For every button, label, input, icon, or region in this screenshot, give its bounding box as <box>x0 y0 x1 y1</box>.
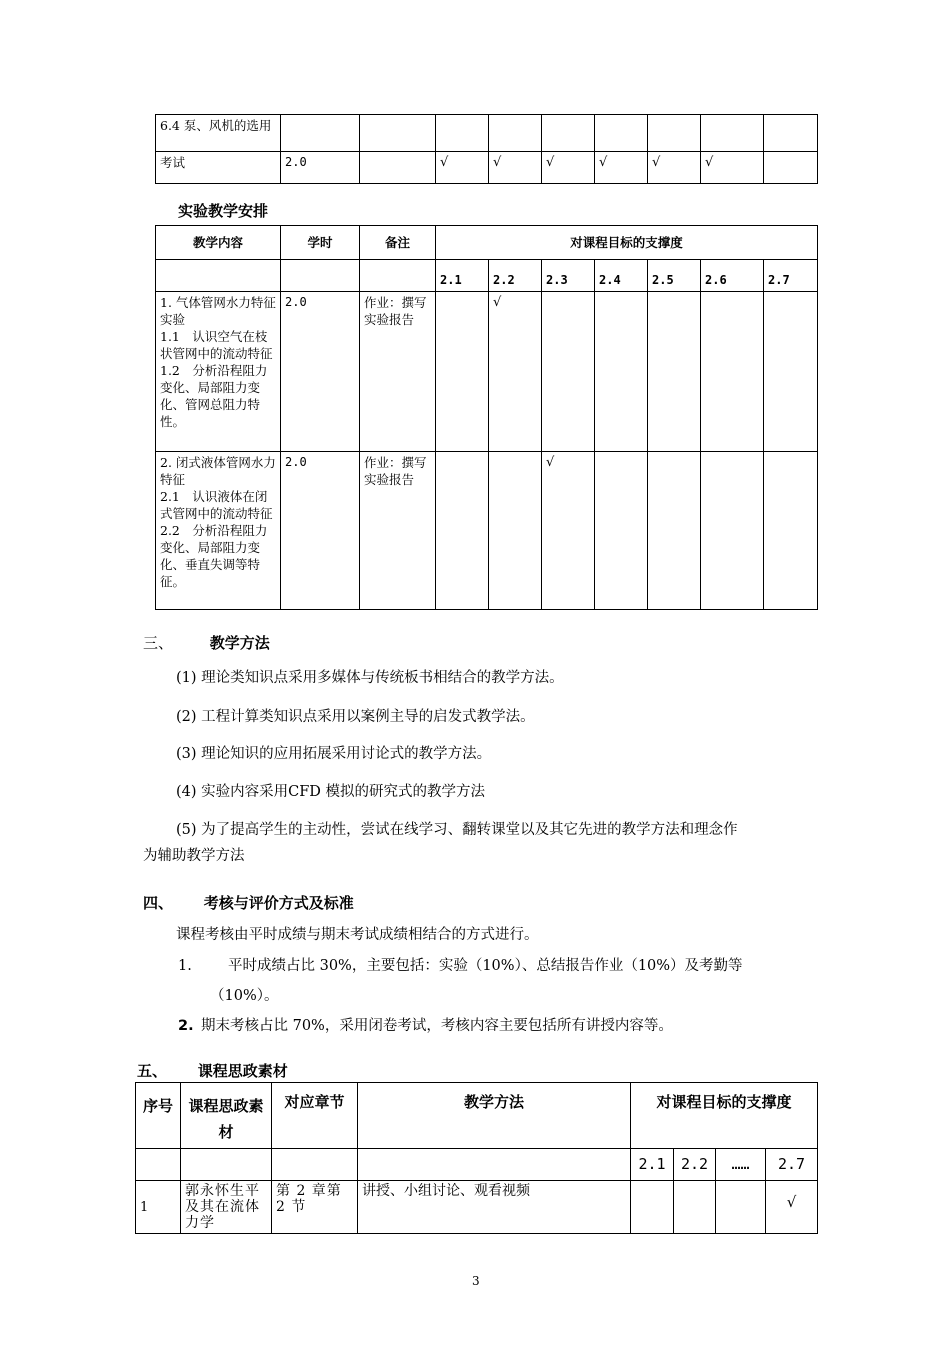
hours-cell: 2.0 <box>281 452 360 610</box>
section-title: 考核与评价方式及标准 <box>203 894 354 912</box>
header-row <box>136 1083 818 1149</box>
hours-cell <box>281 115 360 152</box>
method-cell: 讲授、小组讨论、观看视频 <box>358 1181 631 1234</box>
note-cell <box>360 115 436 152</box>
list-number: 2. <box>178 1018 194 1034</box>
target-row <box>156 260 818 292</box>
table-row <box>136 1181 818 1234</box>
section-number: 四、 <box>143 894 174 912</box>
check-mark <box>648 292 701 452</box>
method-item: (1) 理论类知识点采用多媒体与传统板书相结合的教学方法。 <box>176 670 564 686</box>
assessment-item: 平时成绩占比 30%，主要包括：实验（10%）、总结报告作业（10%）及考勤等 <box>228 958 743 974</box>
check-mark: √ <box>542 452 595 610</box>
method-item: (3) 理论知识的应用拓展采用讨论式的教学方法。 <box>176 746 492 762</box>
table-row <box>156 452 818 610</box>
hours-cell: 2.0 <box>281 152 360 184</box>
chapter-cell: 第 2 章第 2 节 <box>272 1181 358 1234</box>
method-item: (2) 工程计算类知识点采用以案例主导的启发式教学法。 <box>176 709 535 725</box>
method-item-continued: 为辅助教学方法 <box>143 848 245 864</box>
content-cell: 考试 <box>156 152 281 184</box>
target-label: …… <box>716 1149 766 1181</box>
check-mark: √ <box>648 152 701 184</box>
check-mark: √ <box>436 152 489 184</box>
target-label: 2.7 <box>766 1149 818 1181</box>
section-heading <box>143 632 270 654</box>
header-support: 对课程目标的支撑度 <box>631 1083 818 1149</box>
method-item: (5) 为了提高学生的主动性，尝试在线学习、翻转课堂以及其它先进的教学方法和理念作 <box>176 822 738 838</box>
assessment-item: 期末考核占比 70%，采用闭卷考试，考核内容主要包括所有讲授内容等。 <box>201 1018 673 1034</box>
list-number: 1. <box>178 958 192 974</box>
target-label: 2.7 <box>764 260 818 292</box>
target-label: 2.1 <box>631 1149 674 1181</box>
seq-cell: 1 <box>136 1181 181 1234</box>
check-mark <box>595 452 648 610</box>
header-seq: 序号 <box>136 1083 181 1149</box>
experiment-table <box>155 225 818 610</box>
note-cell: 作业：撰写实验报告 <box>360 452 436 610</box>
target-label: 2.2 <box>674 1149 716 1181</box>
target-label: 2.2 <box>489 260 542 292</box>
section-heading <box>137 1060 288 1082</box>
header-content: 教学内容 <box>156 226 281 260</box>
hours-cell: 2.0 <box>281 292 360 452</box>
header-chapter: 对应章节 <box>272 1083 358 1149</box>
check-mark <box>674 1181 716 1234</box>
check-mark <box>436 452 489 610</box>
course-content-table <box>155 114 818 184</box>
section-number: 三、 <box>143 634 174 652</box>
check-mark: √ <box>595 152 648 184</box>
check-mark: √ <box>489 292 542 452</box>
header-material: 课程思政素材 <box>181 1083 272 1149</box>
header-method: 教学方法 <box>358 1083 631 1149</box>
assessment-item-continued: （10%）。 <box>210 988 279 1004</box>
header-support: 对课程目标的支撑度 <box>436 226 818 260</box>
note-cell: 作业：撰写实验报告 <box>360 292 436 452</box>
material-cell: 郭永怀生平及其在流体力学 <box>181 1181 272 1234</box>
header-row <box>156 226 818 260</box>
section-title: 课程思政素材 <box>197 1062 288 1080</box>
check-mark <box>716 1181 766 1234</box>
content-cell: 2. 闭式液体管网水力特征 2.1 认识液体在闭式管网中的流动特征 2.2 分析沿程阻力变化、局部阻力变化、垂直失调等特征。 <box>156 452 281 610</box>
section-number: 五、 <box>137 1062 168 1080</box>
target-label: 2.5 <box>648 260 701 292</box>
check-mark: √ <box>766 1181 818 1234</box>
target-label: 2.3 <box>542 260 595 292</box>
section-heading <box>143 892 354 914</box>
assessment-intro: 课程考核由平时成绩与期末考试成绩相结合的方式进行。 <box>176 927 539 943</box>
content-cell: 1. 气体管网水力特征实验 1.1 认识空气在枝状管网中的流动特征 1.2 分析沿程阻力变化、局部阻力变化、管网总阻力特性。 <box>156 292 281 452</box>
header-note: 备注 <box>360 226 436 260</box>
table-row <box>156 152 818 184</box>
note-cell <box>360 152 436 184</box>
check-mark <box>764 452 818 610</box>
ideology-materials-table <box>135 1082 818 1234</box>
check-mark: √ <box>542 152 595 184</box>
check-mark: √ <box>701 152 764 184</box>
check-mark: √ <box>489 152 542 184</box>
check-mark <box>764 292 818 452</box>
target-label: 2.1 <box>436 260 489 292</box>
content-cell: 6.4 泵、风机的选用 <box>156 115 281 152</box>
check-mark <box>542 292 595 452</box>
check-mark <box>648 452 701 610</box>
check-mark <box>701 452 764 610</box>
page-number: 3 <box>472 1274 480 1288</box>
experiment-heading: 实验教学安排 <box>178 202 269 220</box>
check-mark <box>595 292 648 452</box>
table-row <box>156 292 818 452</box>
section-title: 教学方法 <box>209 634 270 652</box>
header-hours: 学时 <box>281 226 360 260</box>
check-mark <box>436 292 489 452</box>
table-row <box>156 115 818 152</box>
check-mark <box>489 452 542 610</box>
target-label: 2.4 <box>595 260 648 292</box>
method-item: (4) 实验内容采用CFD 模拟的研究式的教学方法 <box>176 784 486 800</box>
target-label: 2.6 <box>701 260 764 292</box>
check-mark <box>701 292 764 452</box>
target-row <box>136 1149 818 1181</box>
check-mark <box>631 1181 674 1234</box>
